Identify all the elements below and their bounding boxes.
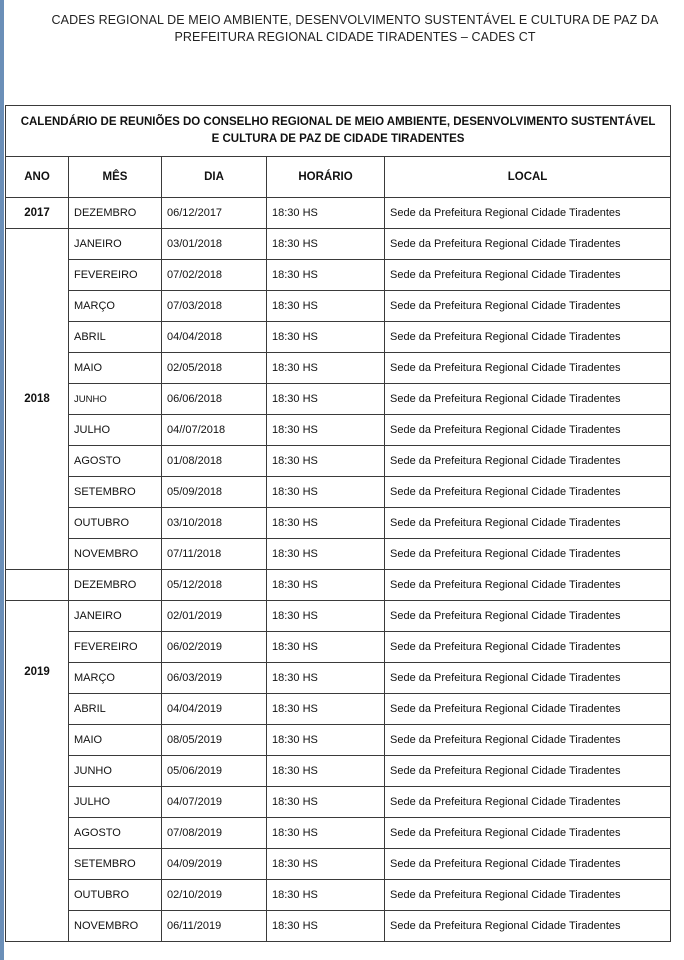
table-row	[6, 353, 671, 384]
month-cell: JUNHO	[69, 756, 162, 787]
date-cell: 07/08/2019	[162, 818, 267, 849]
table-row	[6, 911, 671, 942]
month-cell: ABRIL	[69, 694, 162, 725]
table-title	[6, 106, 671, 157]
table-row	[6, 229, 671, 260]
table-row	[6, 570, 671, 601]
time-cell: 18:30 HS	[267, 570, 385, 601]
date-cell: 02/10/2019	[162, 880, 267, 911]
table-row	[6, 694, 671, 725]
table-row	[6, 384, 671, 415]
location-cell: Sede da Prefeitura Regional Cidade Tiradentes	[385, 849, 671, 880]
header-line-2: PREFEITURA REGIONAL CIDADE TIRADENTES – CADES CT	[174, 30, 536, 44]
location-cell: Sede da Prefeitura Regional Cidade Tiradentes	[385, 601, 671, 632]
table-row	[6, 291, 671, 322]
month-cell: JULHO	[69, 787, 162, 818]
time-cell: 18:30 HS	[267, 818, 385, 849]
time-cell: 18:30 HS	[267, 508, 385, 539]
table-title-row	[6, 106, 671, 157]
location-cell: Sede da Prefeitura Regional Cidade Tiradentes	[385, 446, 671, 477]
date-cell: 04/09/2019	[162, 849, 267, 880]
time-cell: 18:30 HS	[267, 353, 385, 384]
location-cell: Sede da Prefeitura Regional Cidade Tiradentes	[385, 911, 671, 942]
location-cell: Sede da Prefeitura Regional Cidade Tiradentes	[385, 663, 671, 694]
time-cell: 18:30 HS	[267, 384, 385, 415]
month-cell: JULHO	[69, 415, 162, 446]
location-cell: Sede da Prefeitura Regional Cidade Tiradentes	[385, 260, 671, 291]
page-header	[40, 12, 670, 46]
time-cell: 18:30 HS	[267, 198, 385, 229]
date-cell: 01/08/2018	[162, 446, 267, 477]
date-cell: 04/04/2019	[162, 694, 267, 725]
time-cell: 18:30 HS	[267, 849, 385, 880]
location-cell: Sede da Prefeitura Regional Cidade Tiradentes	[385, 725, 671, 756]
location-cell: Sede da Prefeitura Regional Cidade Tiradentes	[385, 570, 671, 601]
time-cell: 18:30 HS	[267, 663, 385, 694]
month-cell: MARÇO	[69, 291, 162, 322]
document-left-edge	[0, 0, 4, 960]
month-cell: NOVEMBRO	[69, 539, 162, 570]
date-cell: 07/11/2018	[162, 539, 267, 570]
date-cell: 04/07/2019	[162, 787, 267, 818]
month-cell: SETEMBRO	[69, 477, 162, 508]
column-header-local: LOCAL	[385, 157, 671, 198]
month-cell: AGOSTO	[69, 446, 162, 477]
table-row	[6, 322, 671, 353]
time-cell: 18:30 HS	[267, 260, 385, 291]
month-cell: MAIO	[69, 725, 162, 756]
location-cell: Sede da Prefeitura Regional Cidade Tiradentes	[385, 353, 671, 384]
month-cell: AGOSTO	[69, 818, 162, 849]
date-cell: 06/03/2019	[162, 663, 267, 694]
location-cell: Sede da Prefeitura Regional Cidade Tiradentes	[385, 787, 671, 818]
table-row	[6, 849, 671, 880]
column-header-dia: DIA	[162, 157, 267, 198]
location-cell: Sede da Prefeitura Regional Cidade Tiradentes	[385, 508, 671, 539]
table-row	[6, 725, 671, 756]
location-cell: Sede da Prefeitura Regional Cidade Tiradentes	[385, 291, 671, 322]
header-line-1: CADES REGIONAL DE MEIO AMBIENTE, DESENVOLVIMENTO SUSTENTÁVEL E CULTURA DE PAZ DA	[51, 13, 659, 27]
location-cell: Sede da Prefeitura Regional Cidade Tiradentes	[385, 756, 671, 787]
date-cell: 07/03/2018	[162, 291, 267, 322]
location-cell: Sede da Prefeitura Regional Cidade Tiradentes	[385, 632, 671, 663]
column-header-mes: MÊS	[69, 157, 162, 198]
table-row	[6, 663, 671, 694]
location-cell: Sede da Prefeitura Regional Cidade Tiradentes	[385, 477, 671, 508]
year-cell-empty	[6, 570, 69, 601]
table-title-line-2: E CULTURA DE PAZ DE CIDADE TIRADENTES	[211, 133, 465, 145]
date-cell: 06/06/2018	[162, 384, 267, 415]
time-cell: 18:30 HS	[267, 539, 385, 570]
date-cell: 04//07/2018	[162, 415, 267, 446]
month-cell: OUTUBRO	[69, 880, 162, 911]
table-row	[6, 508, 671, 539]
location-cell: Sede da Prefeitura Regional Cidade Tiradentes	[385, 880, 671, 911]
time-cell: 18:30 HS	[267, 291, 385, 322]
location-cell: Sede da Prefeitura Regional Cidade Tiradentes	[385, 322, 671, 353]
year-cell-2018: 2018	[6, 229, 69, 570]
date-cell: 06/11/2019	[162, 911, 267, 942]
month-cell: JUNHO	[69, 384, 162, 415]
time-cell: 18:30 HS	[267, 787, 385, 818]
table-row	[6, 446, 671, 477]
table-row	[6, 415, 671, 446]
date-cell: 02/05/2018	[162, 353, 267, 384]
time-cell: 18:30 HS	[267, 322, 385, 353]
meeting-calendar-table	[5, 105, 671, 942]
month-cell: FEVEREIRO	[69, 260, 162, 291]
column-header-horario: HORÁRIO	[267, 157, 385, 198]
time-cell: 18:30 HS	[267, 911, 385, 942]
location-cell: Sede da Prefeitura Regional Cidade Tiradentes	[385, 198, 671, 229]
location-cell: Sede da Prefeitura Regional Cidade Tiradentes	[385, 694, 671, 725]
table-row	[6, 260, 671, 291]
time-cell: 18:30 HS	[267, 446, 385, 477]
table-title-line-1: CALENDÁRIO DE REUNIÕES DO CONSELHO REGIONAL DE MEIO AMBIENTE, DESENVOLVIMENTO SUSTENTÁVEL	[20, 116, 656, 128]
date-cell: 03/01/2018	[162, 229, 267, 260]
time-cell: 18:30 HS	[267, 756, 385, 787]
time-cell: 18:30 HS	[267, 694, 385, 725]
month-cell: ABRIL	[69, 322, 162, 353]
table-row	[6, 198, 671, 229]
table-row	[6, 756, 671, 787]
month-cell: JANEIRO	[69, 601, 162, 632]
table-row	[6, 880, 671, 911]
month-cell: DEZEMBRO	[69, 570, 162, 601]
time-cell: 18:30 HS	[267, 229, 385, 260]
month-cell: FEVEREIRO	[69, 632, 162, 663]
time-cell: 18:30 HS	[267, 880, 385, 911]
date-cell: 07/02/2018	[162, 260, 267, 291]
location-cell: Sede da Prefeitura Regional Cidade Tiradentes	[385, 229, 671, 260]
time-cell: 18:30 HS	[267, 601, 385, 632]
location-cell: Sede da Prefeitura Regional Cidade Tiradentes	[385, 384, 671, 415]
table-row	[6, 539, 671, 570]
location-cell: Sede da Prefeitura Regional Cidade Tiradentes	[385, 415, 671, 446]
date-cell: 04/04/2018	[162, 322, 267, 353]
table-row	[6, 632, 671, 663]
column-header-row	[6, 157, 671, 198]
location-cell: Sede da Prefeitura Regional Cidade Tiradentes	[385, 539, 671, 570]
location-cell: Sede da Prefeitura Regional Cidade Tiradentes	[385, 818, 671, 849]
table-row	[6, 601, 671, 632]
time-cell: 18:30 HS	[267, 725, 385, 756]
month-cell: DEZEMBRO	[69, 198, 162, 229]
date-cell: 08/05/2019	[162, 725, 267, 756]
time-cell: 18:30 HS	[267, 415, 385, 446]
month-cell: MAIO	[69, 353, 162, 384]
month-cell: SETEMBRO	[69, 849, 162, 880]
date-cell: 03/10/2018	[162, 508, 267, 539]
date-cell: 02/01/2019	[162, 601, 267, 632]
date-cell: 05/12/2018	[162, 570, 267, 601]
month-cell: JANEIRO	[69, 229, 162, 260]
month-cell: NOVEMBRO	[69, 911, 162, 942]
time-cell: 18:30 HS	[267, 632, 385, 663]
date-cell: 05/06/2019	[162, 756, 267, 787]
date-cell: 06/12/2017	[162, 198, 267, 229]
year-cell-2017: 2017	[6, 198, 69, 229]
date-cell: 05/09/2018	[162, 477, 267, 508]
table-row	[6, 477, 671, 508]
month-cell: MARÇO	[69, 663, 162, 694]
month-cell: OUTUBRO	[69, 508, 162, 539]
table-row	[6, 787, 671, 818]
date-cell: 06/02/2019	[162, 632, 267, 663]
time-cell: 18:30 HS	[267, 477, 385, 508]
column-header-ano: ANO	[6, 157, 69, 198]
year-cell-2019: 2019	[6, 601, 69, 942]
table-row	[6, 818, 671, 849]
